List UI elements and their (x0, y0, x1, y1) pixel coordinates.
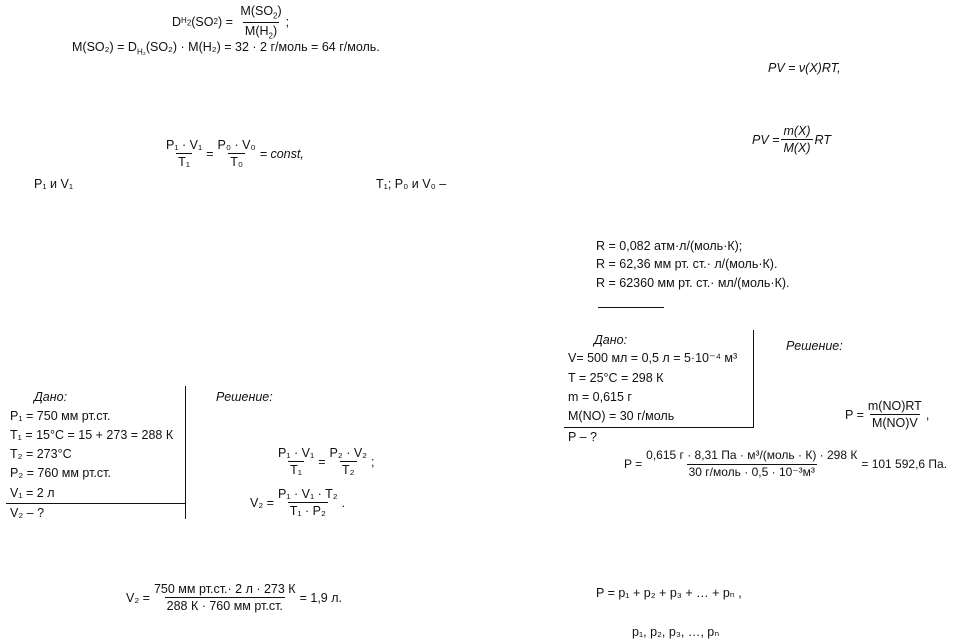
problem1-result (126, 582, 342, 614)
problem1-given-v1: V₁ = 2 л (10, 486, 55, 500)
p2-formula-tail: , (925, 407, 930, 422)
p2-calc-lhs: P = (624, 457, 643, 472)
density-den-sub: 2 (268, 31, 273, 41)
density-num: M(SO (240, 4, 274, 18)
r-divider (598, 307, 664, 308)
p1-result-lhs: V₂ = (126, 590, 150, 605)
r-value-3: R = 62360 мм рт. ст.· мл/(моль·К). (596, 276, 790, 290)
density-den: M(H (244, 23, 269, 38)
p1-eq1-num-2: P₂ · V₂ (329, 446, 368, 460)
r-value-2: R = 62,36 мм рт. ст.· л/(моль·К). (596, 257, 778, 271)
partial-pressure-list: p₁, p₂, p₃, …, pₙ (632, 625, 720, 639)
p1-eq1-num-1: P₁ · V₁ (278, 446, 315, 460)
p1-eq2-num: P₁ · V₁ · T₂ (277, 487, 338, 501)
density-arg: (SO (191, 14, 214, 29)
density-sub: H (181, 15, 187, 25)
problem2-given-mno: M(NO) = 30 г/моль (568, 409, 675, 423)
ideal-gas-law: PV = ν(X)RT, (768, 61, 841, 75)
p1-eq1-frac-2 (328, 446, 370, 478)
p1-eq2-frac (276, 487, 340, 519)
problem2-formula (845, 399, 929, 431)
problem2-vertical-divider (753, 330, 754, 428)
molar-mass-sub: H₂ (136, 47, 146, 57)
combined-den-2: T₀ (230, 155, 244, 170)
p2-calc-tail: = 101 592,6 Па. (861, 457, 948, 472)
density-symbol: D (172, 14, 182, 29)
problem2-given-title: Дано: (594, 333, 628, 347)
combined-eq: = (206, 146, 214, 161)
density-tail: ; (285, 14, 290, 29)
ideal-gas-lhs: PV = (752, 132, 780, 147)
p1-eq1-den-2: T₂ (342, 463, 355, 478)
problem1-given-t1: T₁ = 15°С = 15 + 273 = 288 К (10, 428, 174, 442)
density-arg-sub: 2 (213, 17, 218, 27)
p1-result-frac (152, 582, 298, 614)
problem2-solution-title: Решение: (786, 339, 843, 353)
p2-formula-num: m(NO)RT (867, 399, 922, 413)
problem2-find: P – ? (568, 430, 597, 444)
ideal-gas-law-mass (752, 124, 831, 156)
density-num-close: ) (277, 4, 282, 18)
t1-p0-v0-label: T₁; P₀ и V₀ – (376, 177, 447, 191)
p2-formula-den: M(NO)V (871, 416, 918, 431)
p1-eq1-frac-1 (276, 446, 316, 478)
ideal-gas-rhs: RT (814, 132, 831, 147)
ideal-gas-fraction (781, 124, 812, 156)
problem1-given-t2: T₂ = 273°С (10, 447, 72, 461)
problem2-given-v: V= 500 мл = 0,5 л = 5·10⁻⁴ м³ (568, 351, 738, 365)
problem1-given-p2: P₂ = 760 мм рт.ст. (10, 466, 111, 480)
molar-mass-line (72, 41, 380, 57)
r-value-1: R = 0,082 атм·л/(моль·К); (596, 239, 743, 253)
p1-eq2-lhs: V₂ = (250, 495, 274, 510)
problem1-solution-title: Решение: (216, 390, 273, 404)
p1-eq1-eq: = (318, 454, 326, 469)
combined-tail: = const, (259, 146, 304, 161)
problem2-calculation (624, 449, 947, 480)
relative-density-formula (172, 4, 289, 40)
p2-calc-frac (644, 449, 859, 480)
problem2-given-t: T = 25°С = 298 К (568, 371, 664, 385)
problem2-horizontal-divider (564, 427, 754, 428)
problem1-given-title: Дано: (34, 390, 68, 404)
problem1-equation-1 (274, 446, 375, 478)
combined-gas-law (162, 138, 304, 170)
p1-eq2-tail: . (341, 495, 346, 510)
problem2-given-m: m = 0,615 г (568, 390, 632, 404)
p1-eq1-tail: ; (371, 454, 375, 469)
p1-result-tail: = 1,9 л. (299, 590, 342, 605)
ideal-gas-den: M(X) (783, 141, 811, 156)
p2-formula-lhs: P = (845, 407, 864, 422)
problem1-equation-2 (250, 487, 345, 519)
ideal-gas-num: m(X) (783, 124, 811, 138)
problem1-vertical-divider (185, 386, 186, 519)
problem1-given-p1: P₁ = 750 мм рт.ст. (10, 409, 111, 423)
density-arg-close: ) (217, 14, 223, 29)
density-subsub: 2 (186, 18, 192, 28)
density-eq: = (225, 14, 233, 29)
combined-den-1: T₁ (178, 155, 191, 170)
molar-mass-rest: (SO₂) · M(H₂) = 32 · 2 г/моль = 64 г/моль. (145, 40, 380, 54)
combined-num-2: P₀ · V₀ (217, 138, 256, 152)
p2-calc-den: 30 г/моль · 0,5 · 10⁻³м³ (688, 464, 815, 479)
p1-eq2-den: T₁ · P₂ (289, 504, 326, 519)
partial-pressure-sum: P = p₁ + p₂ + p₃ + … + pₙ , (596, 586, 742, 600)
density-fraction (238, 4, 283, 40)
problem1-find: V₂ – ? (10, 506, 45, 520)
p2-calc-num: 0,615 г · 8,31 Па · м³/(моль · К) · 298 К (646, 448, 858, 462)
p2-formula-frac (866, 399, 924, 431)
combined-frac-2 (216, 138, 258, 170)
combined-num-1: P₁ · V₁ (166, 138, 203, 152)
problem1-horizontal-divider (6, 503, 186, 504)
p1-result-den: 288 К · 760 мм рт.ст. (166, 599, 283, 614)
density-num-sub: 2 (273, 11, 278, 21)
density-den-close: ) (272, 23, 278, 38)
p1-v1-label: P₁ и V₁ (34, 177, 74, 191)
molar-mass-start: M(SO₂) = D (72, 40, 137, 54)
p1-eq1-den-1: T₁ (290, 463, 303, 478)
p1-result-num: 750 мм рт.ст.· 2 л · 273 К (153, 582, 296, 596)
combined-frac-1 (164, 138, 204, 170)
